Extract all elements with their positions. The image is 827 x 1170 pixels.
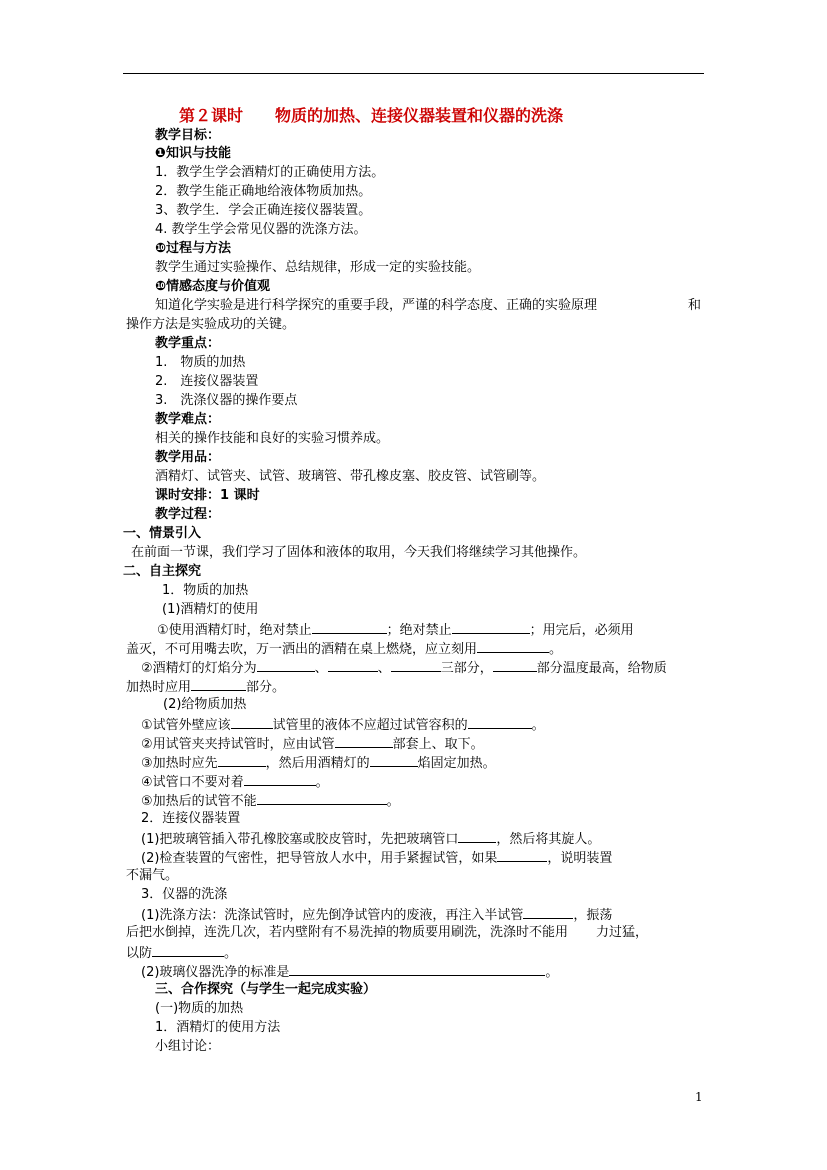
question-line: (2)检查装置的气密性，把导管放人水中，用手紧握试管，如果 ，说明装置 xyxy=(141,851,613,866)
subsection-heading: 1．物质的加热 xyxy=(162,583,249,598)
blank xyxy=(452,621,530,634)
difficulty-heading: 教学难点： xyxy=(155,412,221,427)
tools-text: 酒精灯、试管夹、试管、玻璃管、带孔橡皮塞、胶皮管、试管刷等。 xyxy=(155,469,546,484)
question-line: ②酒精灯的灯焰分为 、 、 三部分， 部分温度最高，给物质 xyxy=(141,661,667,676)
question-line: 盖灭，不可用嘴去吹，万一洒出的酒精在桌上燃烧，应立刻用 。 xyxy=(126,642,563,657)
process-method-heading: ❿过程与方法 xyxy=(155,241,232,256)
blank xyxy=(468,716,532,729)
section-2-heading: 二、自主探究 xyxy=(123,564,202,579)
objective-item: 3、教学生．学会正确连接仪器装置。 xyxy=(155,203,372,218)
blank xyxy=(370,754,418,767)
question-line: ③加热时应先 ，然后用酒精灯的 焰固定加热。 xyxy=(141,756,496,771)
blank xyxy=(497,849,547,862)
question-line: (2)玻璃仪器洗净的标准是 。 xyxy=(141,965,559,980)
blank xyxy=(289,963,545,976)
blank xyxy=(328,659,378,672)
time-arrangement: 课时安排：1 课时 xyxy=(155,488,260,503)
attitude-text-cont: 操作方法是实验成功的关键。 xyxy=(126,317,296,332)
blank xyxy=(152,944,224,957)
objectives-heading: 教学目标： xyxy=(155,128,221,143)
header-rule xyxy=(123,73,704,74)
question-line: ⑤加热后的试管不能 。 xyxy=(141,794,400,809)
question-line: ①使用酒精灯时，绝对禁止 ；绝对禁止 ；用完后，必须用 xyxy=(157,623,634,638)
key-point-item: 1. 物质的加热 xyxy=(155,355,246,370)
process-method-text: 教学生通过实验操作、总结规律，形成一定的实验技能。 xyxy=(155,260,481,275)
blank xyxy=(312,621,387,634)
blank xyxy=(335,735,393,748)
blank xyxy=(477,640,549,653)
blank xyxy=(191,678,246,691)
section-1-text: 在前面一节课，我们学习了固体和液体的取用，今天我们将继续学习其他操作。 xyxy=(131,545,587,560)
key-point-item: 2. 连接仪器装置 xyxy=(155,374,259,389)
tools-heading: 教学用品： xyxy=(155,450,221,465)
question-line: ②用试管夹夹持试管时，应由试管 部套上、取下。 xyxy=(141,737,484,752)
question-line: 后把水倒掉，连洗几次，若内壁附有不易洗掉的物质要用刷洗，洗涤时不能用 力过猛， xyxy=(126,925,649,940)
difficulty-text: 相关的操作技能和良好的实验习惯养成。 xyxy=(155,431,390,446)
subsection-heading: (1)酒精灯的使用 xyxy=(162,602,259,617)
question-line: 不漏气。 xyxy=(126,868,179,883)
question-line: (1)洗涤方法：洗涤试管时，应先倒净试管内的废液，再注入半试管 ，振荡 xyxy=(141,908,613,923)
subsection-heading: 2．连接仪器装置 xyxy=(141,811,241,826)
attitude-heading: ❿情感态度与价值观 xyxy=(155,279,271,294)
subsection-heading: (一)物质的加热 xyxy=(155,1001,244,1016)
key-points-heading: 教学重点： xyxy=(155,336,221,351)
question-line: ④试管口不要对着 。 xyxy=(141,775,329,790)
blank xyxy=(523,906,573,919)
knowledge-skills-heading: ❶知识与技能 xyxy=(155,146,232,161)
question-line: 以防 。 xyxy=(126,946,238,961)
section-3-heading: 三、合作探究（与学生一起完成实验） xyxy=(155,982,377,997)
blank xyxy=(244,773,316,786)
subsection-heading: 3．仪器的洗涤 xyxy=(141,887,228,902)
blank xyxy=(493,659,537,672)
blank xyxy=(458,830,496,843)
discussion-label: 小组讨论： xyxy=(155,1039,221,1054)
blank xyxy=(218,754,266,767)
attitude-text: 知道化学实验是进行科学探究的重要手段，严谨的科学态度、正确的实验原理 xyxy=(155,298,598,313)
page-title: 第２课时 物质的加热、连接仪器装置和仪器的洗涤 xyxy=(179,106,564,125)
subsection-heading: (2)给物质加热 xyxy=(163,697,247,712)
blank xyxy=(231,716,273,729)
section-1-heading: 一、情景引入 xyxy=(123,526,202,541)
question-line: (1)把玻璃管插入带孔橡胶塞或胶皮管时，先把玻璃管口 ，然后将其旋人。 xyxy=(141,832,601,847)
subsection-heading: 1．酒精灯的使用方法 xyxy=(155,1020,281,1035)
blank xyxy=(257,659,315,672)
question-line: ①试管外壁应该 试管里的液体不应超过试管容积的 。 xyxy=(141,718,545,733)
blank xyxy=(391,659,441,672)
blank xyxy=(257,792,387,805)
objective-item: 2．教学生能正确地给液体物质加热。 xyxy=(155,184,372,199)
page-number: 1 xyxy=(695,1090,703,1104)
objective-item: 1．教学生学会酒精灯的正确使用方法。 xyxy=(155,165,385,180)
attitude-text-end: 和 xyxy=(688,298,702,313)
process-heading: 教学过程： xyxy=(155,507,221,522)
key-point-item: 3. 洗涤仪器的操作要点 xyxy=(155,393,298,408)
question-line: 加热时应用 部分。 xyxy=(126,680,286,695)
objective-item: 4. 教学生学会常见仪器的洗涤方法。 xyxy=(155,222,367,237)
